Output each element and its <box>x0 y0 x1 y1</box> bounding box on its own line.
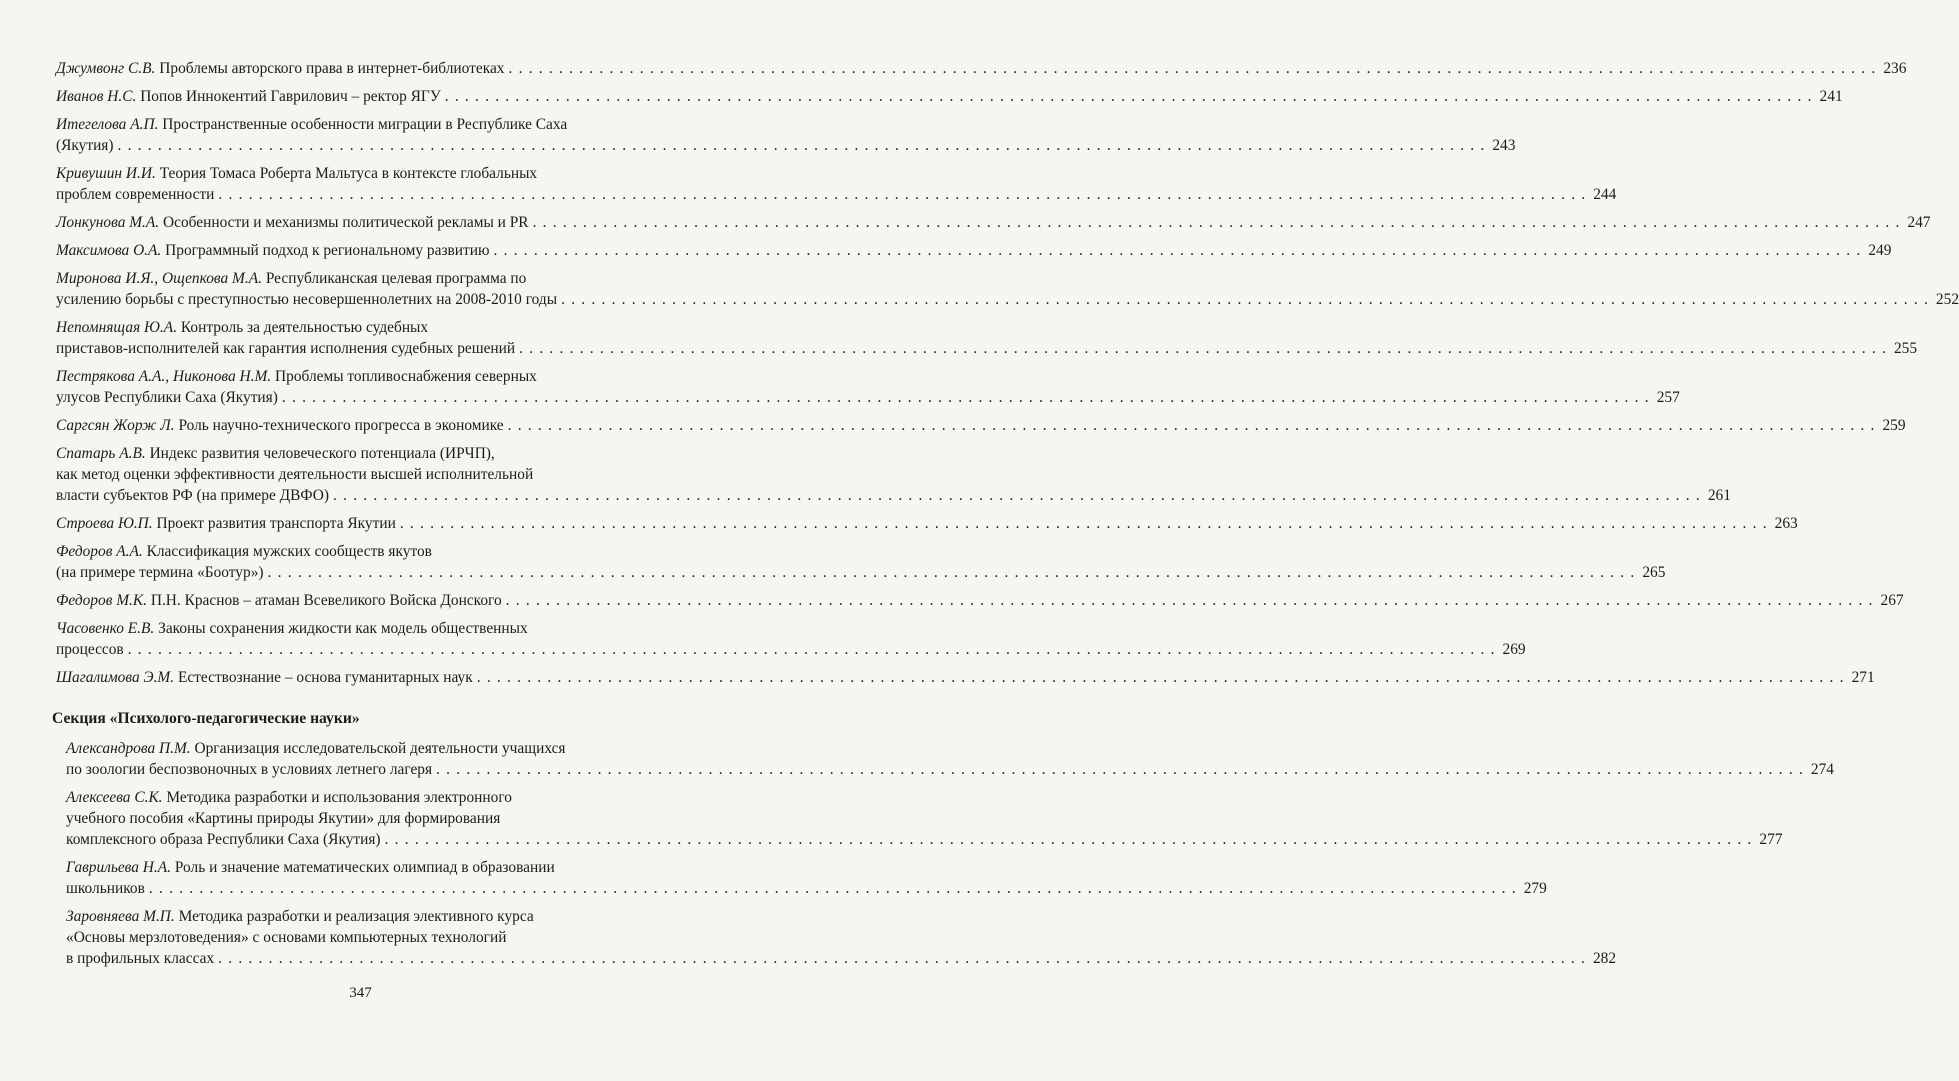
toc-entry-author: Федоров М.К. <box>56 592 147 609</box>
dot-leader <box>218 948 1586 969</box>
toc-entry-page: 236 <box>1883 60 1907 77</box>
toc-entry-text <box>56 541 432 562</box>
toc-entry-line <box>56 562 1666 583</box>
toc-entry-line <box>66 759 1834 780</box>
toc-entry-title: Роль научно-технического прогресса в экономике <box>178 417 504 434</box>
toc-entry-author: Миронова И.Я., Ощепкова М.А. <box>56 270 262 287</box>
toc-entry <box>56 114 1516 156</box>
toc-entry-text <box>56 513 396 534</box>
toc-entry-title: школьников <box>66 880 145 897</box>
toc-entry-text <box>56 86 441 107</box>
toc-entry-line <box>56 464 676 485</box>
toc-entry-line <box>56 415 1906 436</box>
toc-entry-title: Организация исследовательской деятельности учащихся <box>194 740 566 757</box>
toc-entry-author: Непомнящая Ю.А. <box>56 319 178 336</box>
toc-entry-title: Индекс развития человеческого потенциала (ИРЧП), <box>149 445 495 462</box>
toc-entry-author: Часовенко Е.В. <box>56 620 155 637</box>
toc-entry <box>56 58 1907 79</box>
toc-entry-line <box>56 338 1918 359</box>
toc-entry-page: 252 <box>1935 291 1959 308</box>
toc-entry-text <box>66 808 500 829</box>
toc-entry-author: Спатарь А.В. <box>56 445 146 462</box>
toc-entry-title: (на примере термина «Боотур») <box>56 564 264 581</box>
toc-entry-author: Шагалимова Э.М. <box>56 669 175 686</box>
toc-entry-line <box>56 366 676 387</box>
toc-entry-title: по зоологии беспозвоночных в условиях летнего лагеря <box>66 761 433 778</box>
toc-entry-line <box>56 184 1617 205</box>
dot-leader <box>445 86 1813 107</box>
toc-entry-title: П.Н. Краснов – атаман Всевеликого Войска Донского <box>150 592 502 609</box>
toc-entry-author: Гаврильева Н.А. <box>66 859 172 876</box>
toc-entry-title: в профильных классах <box>66 950 215 967</box>
toc-entry-text <box>56 289 557 310</box>
toc-entry-title: улусов Республики Саха (Якутия) <box>56 389 278 406</box>
toc-entry-line <box>56 541 676 562</box>
toc-entry-author: Лонкунова М.А. <box>56 214 160 231</box>
toc-entry-line <box>56 513 1798 534</box>
toc-entry-page: 271 <box>1851 669 1875 686</box>
toc-entry-text <box>56 317 428 338</box>
dot-leader <box>282 387 1650 408</box>
toc-entry-text <box>56 212 529 233</box>
toc-entry-page: 277 <box>1759 831 1783 848</box>
toc-entry-author: Федоров А.А. <box>56 543 143 560</box>
toc-entry-text <box>56 443 495 464</box>
toc-entry-author: Александрова П.М. <box>66 740 191 757</box>
dot-leader <box>268 562 1636 583</box>
toc-entry-line <box>66 927 676 948</box>
toc-entry-line <box>56 114 676 135</box>
toc-entry-line <box>56 443 676 464</box>
toc-entry-author: Максимова О.А. <box>56 242 162 259</box>
toc-entry-line <box>66 878 1547 899</box>
dot-leader <box>508 415 1876 436</box>
toc-entry-title: Роль и значение математических олимпиад в образовании <box>174 859 555 876</box>
toc-entry-title: как метод оценки эффективности деятельности высшей исполнительной <box>56 466 534 483</box>
toc-entry-line <box>66 787 676 808</box>
toc-entry <box>56 240 1892 261</box>
toc-entry-title: Классификация мужских сообществ якутов <box>146 543 432 560</box>
toc-entry <box>56 163 1617 205</box>
dot-leader <box>436 759 1804 780</box>
dot-leader <box>506 590 1874 611</box>
toc-entry-text <box>56 639 124 660</box>
dot-leader <box>385 829 1753 850</box>
dot-leader <box>561 289 1929 310</box>
toc-entry-author: Саргсян Жорж Л. <box>56 417 175 434</box>
toc-entry <box>56 590 1904 611</box>
table-of-contents <box>52 58 1959 976</box>
toc-entry-title: Проблемы авторского права в интернет-библиотеках <box>159 60 505 77</box>
toc-entry-page: 247 <box>1907 214 1931 231</box>
toc-entry-title: власти субъектов РФ (на примере ДВФО) <box>56 487 329 504</box>
toc-entry-text <box>56 464 533 485</box>
toc-list-general <box>56 58 1959 688</box>
toc-entry <box>56 268 1959 310</box>
toc-entry-text <box>66 906 534 927</box>
toc-entry <box>56 618 1526 660</box>
toc-entry-line <box>56 240 1892 261</box>
toc-entry-page: 249 <box>1868 242 1892 259</box>
toc-entry-text <box>56 415 504 436</box>
section-heading: Секция «Психолого-педагогические науки» <box>52 710 360 727</box>
toc-entry-page: 282 <box>1592 950 1617 967</box>
dot-leader <box>149 878 1517 899</box>
toc-entry-line <box>56 268 676 289</box>
toc-entry-text <box>56 184 214 205</box>
dot-leader <box>128 639 1496 660</box>
toc-entry-text <box>66 948 214 969</box>
dot-leader <box>477 667 1845 688</box>
toc-entry-title: Республиканская целевая программа по <box>265 270 527 287</box>
toc-entry-page: 257 <box>1656 389 1680 406</box>
dot-leader <box>519 338 1887 359</box>
toc-entry-title: усилению борьбы с преступностью несовершеннолетних на 2008-2010 годы <box>56 291 558 308</box>
toc-entry-page: 261 <box>1707 487 1731 504</box>
toc-entry-text <box>56 590 502 611</box>
toc-entry-text <box>56 562 264 583</box>
toc-entry-author: Иванов Н.С. <box>56 88 137 105</box>
toc-entry-author: Итегелова А.П. <box>56 116 159 133</box>
toc-entry-text <box>56 58 505 79</box>
toc-entry-author: Кривушин И.И. <box>56 165 156 182</box>
toc-entry-line <box>56 618 676 639</box>
toc-entry-page: 279 <box>1523 880 1547 897</box>
toc-entry <box>56 366 1680 408</box>
toc-entry-title: «Основы мерзлотоведения» с основами компьютерных технологий <box>66 929 507 946</box>
toc-entry-title: (Якутия) <box>56 137 114 154</box>
toc-entry-page: 267 <box>1880 592 1904 609</box>
toc-entry-title: Пространственные особенности миграции в Республике Саха <box>162 116 568 133</box>
dot-leader <box>333 485 1701 506</box>
toc-entry-line <box>66 738 676 759</box>
toc-entry-text <box>66 738 566 759</box>
toc-entry <box>56 513 1798 534</box>
toc-entry-text <box>56 163 537 184</box>
toc-entry-title: приставов-исполнителей как гарантия исполнения судебных решений <box>56 340 516 357</box>
toc-entry-title: Контроль за деятельностью судебных <box>180 319 429 336</box>
toc-entry-page: 255 <box>1893 340 1918 357</box>
toc-entry-text <box>56 366 537 387</box>
toc-entry-text <box>56 135 114 156</box>
toc-entry <box>56 787 1783 850</box>
toc-entry-page: 263 <box>1774 515 1798 532</box>
toc-entry-text <box>66 787 512 808</box>
toc-entry-line <box>56 86 1843 107</box>
dot-leader <box>494 240 1862 261</box>
toc-entry-author: Алексеева С.К. <box>66 789 163 806</box>
page-number: 347 <box>349 985 372 1001</box>
toc-entry-author: Пестрякова А.А., Никонова Н.М. <box>56 368 272 385</box>
toc-entry-author: Строева Ю.П. <box>56 515 153 532</box>
toc-entry-line <box>56 163 676 184</box>
toc-entry-title: Проблемы топливоснабжения северных <box>275 368 537 385</box>
toc-entry-text <box>66 829 381 850</box>
toc-entry-page: 274 <box>1810 761 1834 778</box>
toc-entry-title: Естествознание – основа гуманитарных наук <box>177 669 473 686</box>
toc-entry-line <box>56 58 1907 79</box>
toc-entry <box>56 738 1834 780</box>
toc-entry-page: 269 <box>1502 641 1526 658</box>
toc-entry <box>56 541 1666 583</box>
toc-entry-text <box>56 338 515 359</box>
toc-entry <box>56 857 1547 899</box>
toc-entry-page: 265 <box>1642 564 1666 581</box>
toc-list-psych-ped <box>56 738 1834 969</box>
toc-entry <box>56 86 1843 107</box>
toc-entry-title: Программный подход к региональному развитию <box>165 242 490 259</box>
toc-entry-page: 244 <box>1593 186 1617 203</box>
toc-entry <box>56 906 1617 969</box>
dot-leader <box>400 513 1768 534</box>
toc-entry-line <box>66 857 676 878</box>
toc-entry-text <box>56 618 528 639</box>
toc-entry-line <box>66 829 1783 850</box>
toc-entry-title: проблем современности <box>56 186 215 203</box>
toc-entry-text <box>56 485 329 506</box>
toc-entry-text <box>56 268 526 289</box>
toc-entry-text <box>56 387 278 408</box>
toc-entry-title: Проект развития транспорта Якутии <box>156 515 396 532</box>
toc-entry-text <box>66 878 145 899</box>
toc-entry-line <box>66 808 676 829</box>
toc-entry-title: учебного пособия «Картины природы Якутии» для формирования <box>66 810 501 827</box>
toc-entry <box>56 443 1731 506</box>
toc-entry <box>56 212 1931 233</box>
dot-leader <box>509 58 1877 79</box>
toc-entry-text <box>66 857 555 878</box>
toc-entry-title: Особенности и механизмы политической рекламы и PR <box>163 214 529 231</box>
toc-entry-line <box>56 387 1680 408</box>
dot-leader <box>118 135 1486 156</box>
toc-entry <box>56 317 1918 359</box>
toc-entry-text <box>56 667 473 688</box>
toc-entry-page: 259 <box>1882 417 1906 434</box>
toc-entry-line <box>56 667 1875 688</box>
toc-entry-line <box>66 906 676 927</box>
toc-entry-title: Методика разработки и реализация элективного курса <box>178 908 534 925</box>
toc-entry-title: Теория Томаса Роберта Мальтуса в контексте глобальных <box>159 165 538 182</box>
toc-entry-line <box>56 317 676 338</box>
toc-entry-author: Заровняева М.П. <box>66 908 175 925</box>
toc-entry-title: Законы сохранения жидкости как модель общественных <box>158 620 528 637</box>
toc-entry-title: Попов Иннокентий Гаврилович – ректор ЯГУ <box>140 88 441 105</box>
toc-entry-line <box>56 485 1731 506</box>
toc-entry <box>56 667 1875 688</box>
toc-entry <box>56 415 1906 436</box>
toc-entry-title: комплексного образа Республики Саха (Якутия) <box>66 831 381 848</box>
toc-entry-text <box>56 240 490 261</box>
toc-entry-title: процессов <box>56 641 124 658</box>
toc-entry-text <box>66 759 432 780</box>
toc-entry-line <box>56 289 1959 310</box>
toc-entry-title: Методика разработки и использования электронного <box>166 789 512 806</box>
toc-entry-text <box>56 114 567 135</box>
toc-entry-line <box>56 590 1904 611</box>
toc-entry-page: 241 <box>1819 88 1843 105</box>
toc-entry-author: Джумвонг С.В. <box>56 60 156 77</box>
dot-leader <box>533 212 1901 233</box>
toc-entry-page: 243 <box>1492 137 1516 154</box>
toc-entry-line <box>56 135 1516 156</box>
toc-entry-text <box>66 927 506 948</box>
toc-entry-line <box>56 212 1931 233</box>
toc-entry-line <box>56 639 1526 660</box>
dot-leader <box>218 184 1586 205</box>
toc-entry-line <box>66 948 1617 969</box>
